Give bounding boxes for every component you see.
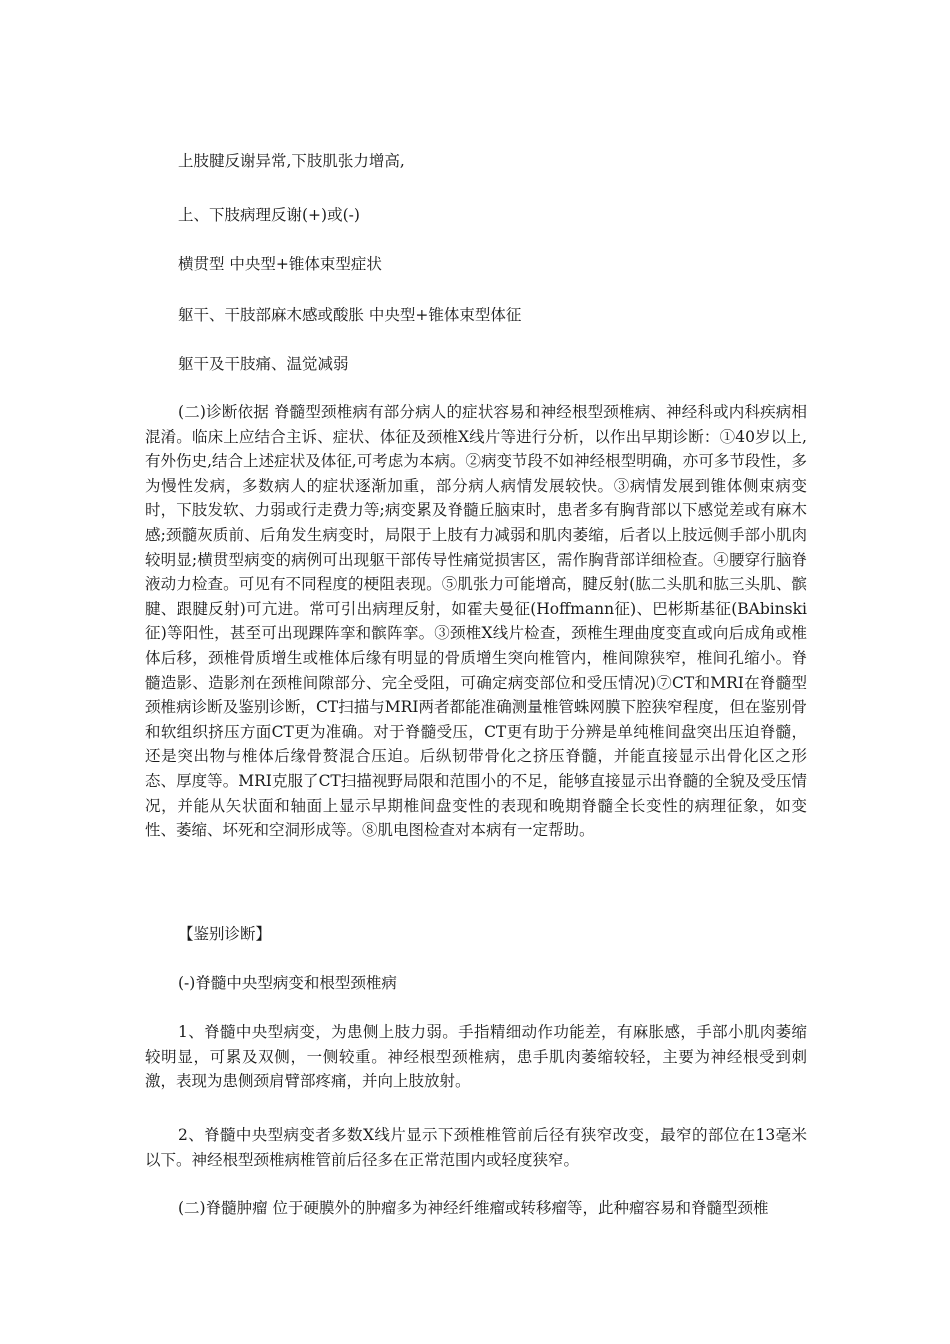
subsection-heading: (-)脊髓中央型病变和根型颈椎病 — [178, 974, 397, 992]
section-heading: 【鉴别诊断】 — [178, 925, 272, 943]
text-line-4: 躯干、干肢部麻木感或酸胀 中央型+锥体束型体征 — [178, 306, 522, 324]
diagnosis-paragraph: (二)诊断依据 脊髓型颈椎病有部分病人的症状容易和神经根型颈椎病、神经科或内科疾病相混淆。临床上应结合主诉、症状、体征及颈椎X线片等进行分析，以作出早期诊断：①40岁以上,有外伤史,结合上述症状及体征,可考虑为本病。②病变节段不如神经根型明确，亦可多节段性，多为慢性发病，多数病人的症状逐渐加重，部分病人病情发展较快。③病情发展到锥体侧束病变时，下肢发软、力弱或行走费力等;病变累及脊髓丘脑束时，患者多有胸背部以下感觉差或有麻木感;颈髓灰质前、后角发生病变时，局限于上肢有力减弱和肌肉萎缩，后者以上肢远侧手部小肌肉较明显;横贯型病变的病例可出现躯干部传导性痛觉损害区，需作胸背部详细检查。④腰穿行脑脊液动力检查。可见有不同程度的梗阻表现。⑤肌张力可能增高，腱反射(肱二头肌和肱三头肌、髌腱、跟腱反射)可亢进。常可引出病理反射，如霍夫曼征(Hoffmann征)、巴彬斯基征(BAbinski征)等阳性，甚至可出现踝阵挛和髌阵挛。③颈椎X线片检查，颈椎生理曲度变直或向后成角或椎体后移，颈椎骨质增生或椎体后缘有明显的骨质增生突向椎管内，椎间隙狭窄，椎间孔缩小。脊髓造影、造影剂在颈椎间隙部分、完全受阻，可确定病变部位和受压情况)⑦CT和MRI在脊髓型颈椎病诊断及鉴别诊断，CT扫描与MRI两者都能准确测量椎管蛛网膜下腔狭窄程度，但在鉴别骨和软组织挤压方面CT更为准确。对于脊髓受压，CT更有助于分辨是单纯椎间盘突出压迫脊髓，还是突出物与椎体后缘骨赘混合压迫。后纵韧带骨化之挤压脊髓，并能直接显示出骨化区之形态、厚度等。MRI克服了CT扫描视野局限和范围小的不足，能够直接显示出脊髓的全貌及受压情况，并能从矢状面和轴面上显示早期椎间盘变性的表现和晚期脊髓全长变性的病理征象，如变性、萎缩、坏死和空洞形成等。⑧肌电图检查对本病有一定帮助。 — [145, 403, 807, 840]
text-line-1: 上肢腱反谢异常,下肢肌张力增高, — [178, 152, 405, 170]
differential-item-2: 2、脊髓中央型病变者多数X线片显示下颈椎椎管前后径有狭窄改变，最窄的部位在13毫米以下。神经根型颈椎病椎管前后径多在正常范围内或轻度狭窄。 — [145, 1126, 807, 1169]
text-line-3: 横贯型 中央型+锥体束型症状 — [178, 255, 382, 273]
text-line-5: 躯干及干肢痛、温觉减弱 — [178, 355, 349, 373]
text-line-2: 上、下肢病理反谢(+)或(-) — [178, 206, 360, 224]
differential-item-1: 1、脊髓中央型病变，为患侧上肢力弱。手指精细动作功能差，有麻胀感，手部小肌肉萎缩较明显，可累及双侧，一侧较重。神经根型颈椎病，患手肌肉萎缩较轻，主要为神经根受到刺激，表现为患侧颈肩臂部疼痛，并向上肢放射。 — [145, 1023, 807, 1091]
differential-item-3: (二)脊髓肿瘤 位于硬膜外的肿瘤多为神经纤维瘤或转移瘤等，此种瘤容易和脊髓型颈椎 — [178, 1199, 769, 1217]
